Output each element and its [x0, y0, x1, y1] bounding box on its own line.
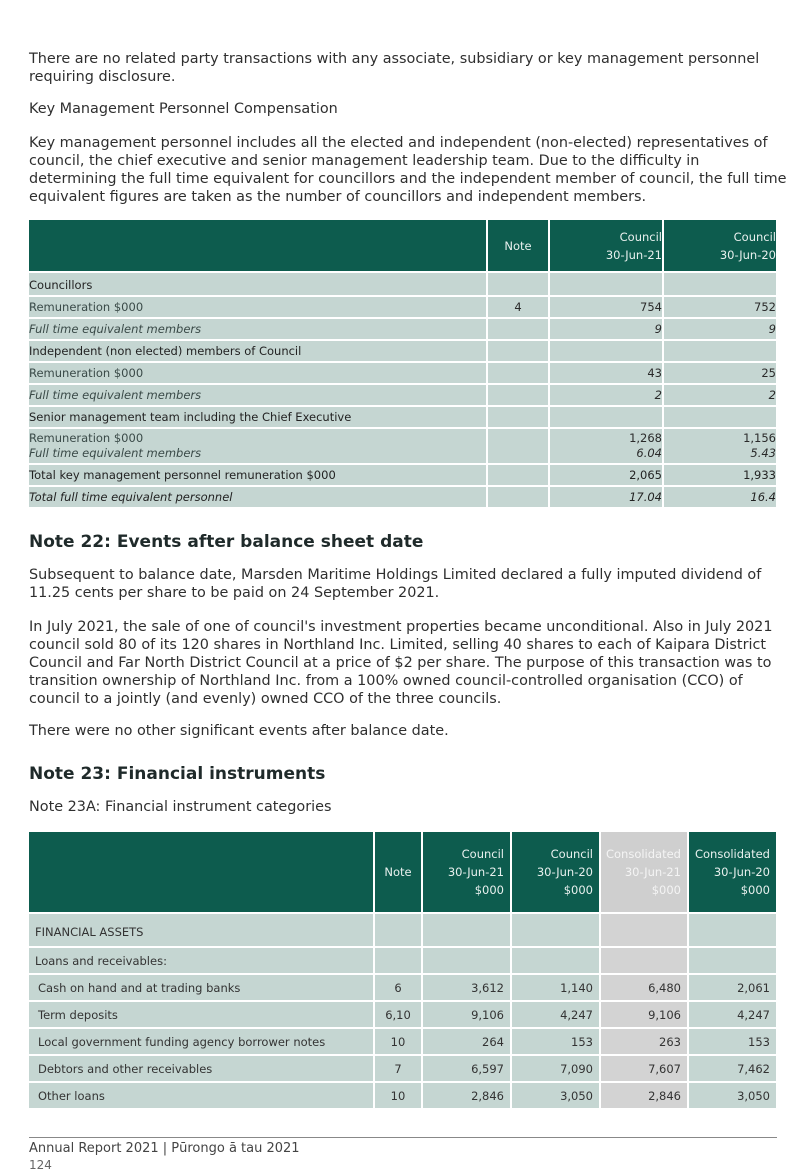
table-row: Remuneration $000 43 25 [29, 362, 777, 384]
fi-header-council-21: Council 30-Jun-21 $000 [422, 832, 511, 913]
kmp-paragraph: Key management personnel includes all the elected and independent (non-elected) representatives of council, the chief executive and senior management leadership team. Due to the difficulty in determining the full time equivalent for councillors and the independent member of council, the full time equivalent figures are taken as the number of councillors and independent members. [29, 135, 787, 205]
kmp-table [29, 220, 778, 507]
kmp-header-blank [29, 220, 487, 272]
financial-instruments-table [29, 832, 778, 1108]
table-row: Local government funding agency borrower notes 10 264 153 263 153 [29, 1028, 777, 1055]
note22-paragraph-1: Subsequent to balance date, Marsden Maritime Holdings Limited declared a fully imputed dividend of 11.25 cents per share to be paid on 24 September 2021. [29, 567, 762, 601]
fi-header-consolidated-21: Consolidated 30-Jun-21 $000 [600, 832, 688, 913]
table-row: Cash on hand and at trading banks 6 3,612 1,140 6,480 2,061 [29, 974, 777, 1001]
fi-header-consolidated-20: Consolidated 30-Jun-20 $000 [688, 832, 777, 913]
table-row: Loans and receivables: [29, 947, 777, 974]
fi-header-council-20: Council 30-Jun-20 $000 [511, 832, 600, 913]
footer-divider [29, 1137, 777, 1138]
note22-paragraph-3: There were no other significant events after balance date. [29, 723, 449, 739]
table-row: Remuneration $000 4 754 752 [29, 296, 777, 318]
page-number: 124 [29, 1158, 52, 1172]
intro-paragraph: There are no related party transactions with any associate, subsidiary or key management personnel requiring disclosure. [29, 51, 760, 85]
table-row: Full time equivalent members 9 9 [29, 318, 777, 340]
table-row: Councillors [29, 272, 777, 296]
table-row: Other loans 10 2,846 3,050 2,846 3,050 [29, 1082, 777, 1108]
table-row: Full time equivalent members 2 2 [29, 384, 777, 406]
kmp-header-col1: Council 30-Jun-21 [549, 220, 663, 272]
table-row: Remuneration $000 Full time equivalent members 1,268 6.04 1,156 5.43 [29, 428, 777, 464]
table-row: Independent (non elected) members of Council [29, 340, 777, 362]
kmp-heading: Key Management Personnel Compensation [29, 101, 338, 117]
kmp-header-note: Note [487, 220, 549, 272]
table-row: FINANCIAL ASSETS [29, 913, 777, 947]
kmp-table-header [29, 220, 777, 272]
note23-heading: Note 23: Financial instruments [29, 764, 326, 784]
table-row: Term deposits 6,10 9,106 4,247 9,106 4,247 [29, 1001, 777, 1028]
fi-table-header [29, 832, 777, 913]
kmp-header-col2: Council 30-Jun-20 [663, 220, 777, 272]
table-row: Debtors and other receivables 7 6,597 7,090 7,607 7,462 [29, 1055, 777, 1082]
note22-heading: Note 22: Events after balance sheet date [29, 532, 424, 552]
table-row: Total full time equivalent personnel 17.04 16.4 [29, 486, 777, 507]
footer-title: Annual Report 2021 | Pūrongo ā tau 2021 [29, 1141, 300, 1156]
table-row: Senior management team including the Chief Executive [29, 406, 777, 428]
fi-header-blank [29, 832, 374, 913]
note23a-subheading: Note 23A: Financial instrument categories [29, 799, 332, 815]
fi-header-note: Note [374, 832, 422, 913]
note22-paragraph-2: In July 2021, the sale of one of council's investment properties became unconditional. Also in July 2021 council sold 80 of its 120 shares in Northland Inc. Limited, selling 40 shares to each of Kaipara District Council and Far North District Council at a price of $2 per share. The purpose of this transaction was to transition ownership of Northland Inc. from a 100% owned council-controlled organisation (CCO) of council to a jointly (and evenly) owned CCO of the three councils. [29, 619, 773, 707]
table-row: Total key management personnel remuneration $000 2,065 1,933 [29, 464, 777, 486]
